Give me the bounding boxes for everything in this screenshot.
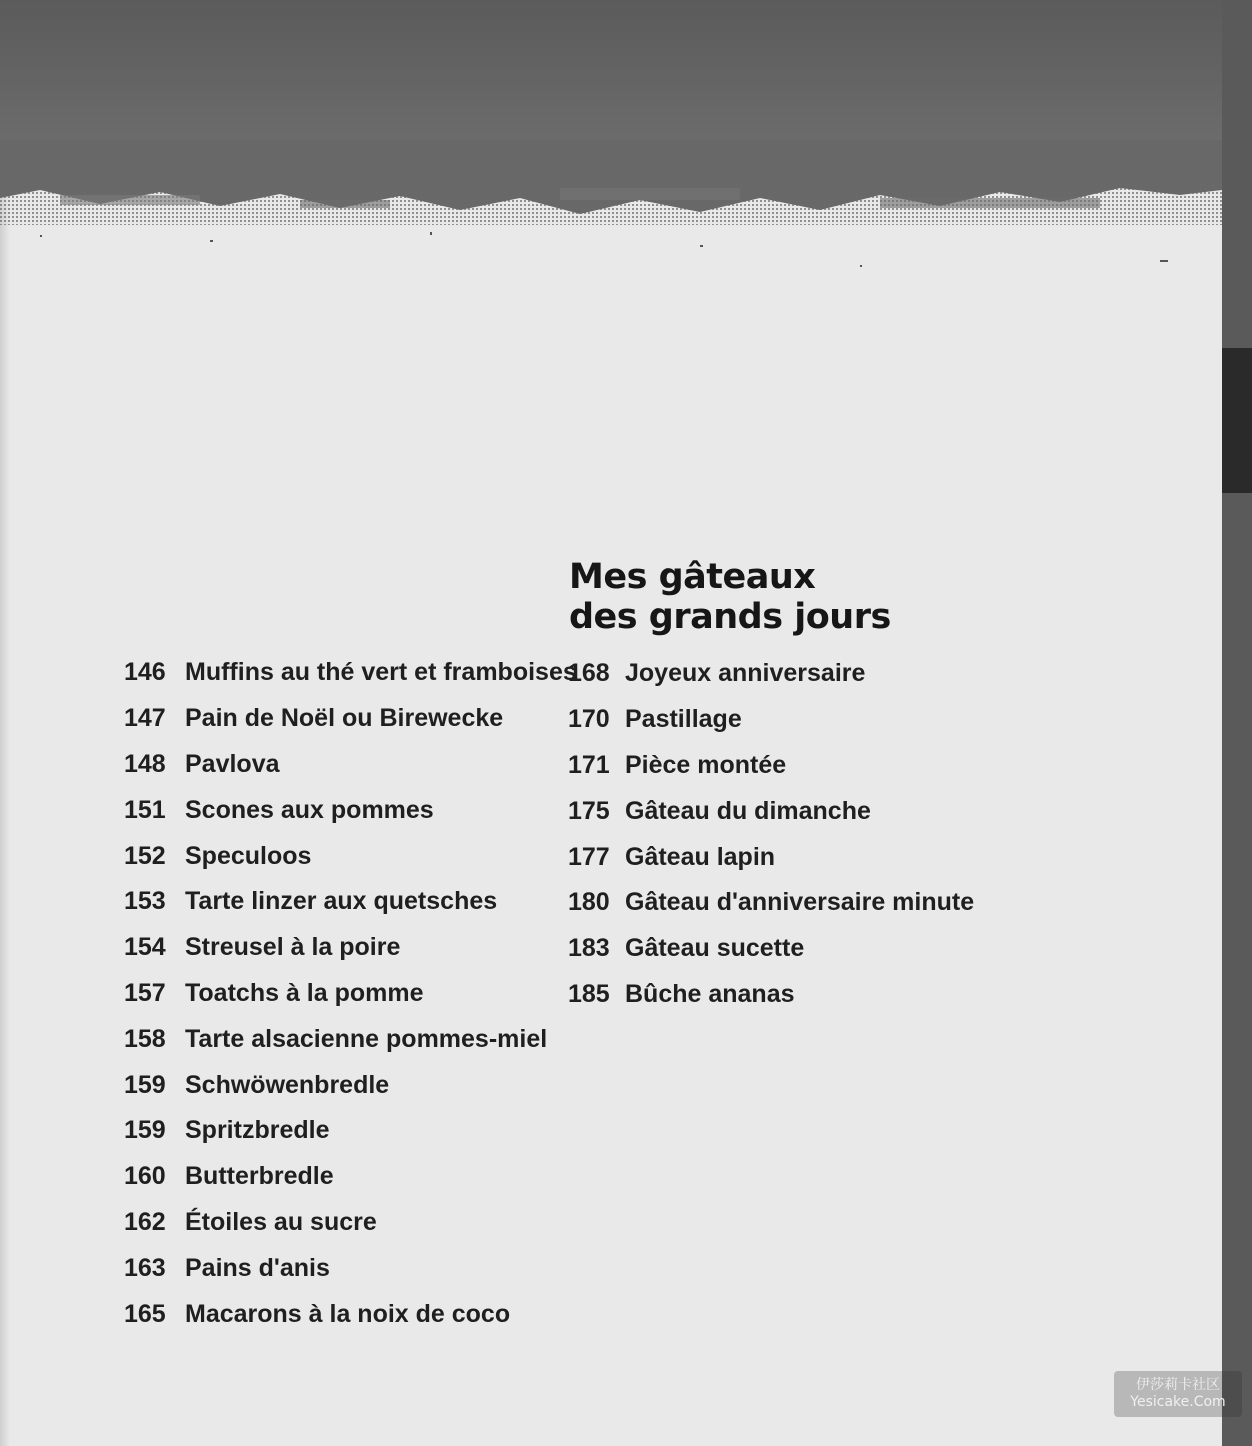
- recipe-title: Macarons à la noix de coco: [185, 1299, 511, 1328]
- recipe-title: Muffins au thé vert et framboises: [185, 658, 577, 687]
- list-item: [124, 742, 577, 788]
- list-item: [568, 880, 974, 926]
- page-number: 168: [568, 659, 610, 688]
- chapter-tab-marker: [1222, 348, 1252, 493]
- list-item: [124, 1291, 577, 1337]
- list-item: [568, 743, 974, 789]
- list-item: [568, 834, 974, 880]
- recipe-title: Toatchs à la pomme: [185, 978, 424, 1007]
- recipe-index-right: [568, 651, 974, 1017]
- page-number: 154: [124, 933, 166, 962]
- recipe-title: Gâteau d'anniversaire minute: [625, 888, 975, 917]
- page-number: 175: [568, 796, 610, 825]
- grunge-edge-decoration: [0, 140, 1222, 280]
- page-number: 170: [568, 705, 610, 734]
- recipe-title: Streusel à la poire: [185, 933, 401, 962]
- section-title: [569, 557, 891, 637]
- recipe-title: Speculoos: [185, 841, 312, 870]
- list-item: [124, 1245, 577, 1291]
- page-number: 165: [124, 1299, 166, 1328]
- page-number: 158: [124, 1024, 166, 1053]
- page-number: 163: [124, 1253, 166, 1282]
- recipe-title: Pavlova: [185, 749, 280, 778]
- page-number: 180: [568, 888, 610, 917]
- page-binding-shade: [0, 150, 10, 1446]
- recipe-title: Tarte linzer aux quetsches: [185, 887, 498, 916]
- scanned-top-band: [0, 0, 1252, 160]
- recipe-title: Joyeux anniversaire: [625, 659, 866, 688]
- list-item: [124, 925, 577, 971]
- list-item: [124, 1200, 577, 1246]
- list-item: [124, 650, 577, 696]
- page-number: 160: [124, 1162, 166, 1191]
- section-title-line1: Mes gâteaux: [569, 557, 816, 597]
- section-title-line2: des grands jours: [569, 597, 891, 637]
- recipe-title: Pastillage: [625, 705, 742, 734]
- list-item: [124, 1016, 577, 1062]
- page-number: 177: [568, 842, 610, 871]
- recipe-title: Schwöwenbredle: [185, 1070, 390, 1099]
- page-number: 159: [124, 1116, 166, 1145]
- recipe-title: Pièce montée: [625, 750, 787, 779]
- recipe-title: Bûche ananas: [625, 979, 795, 1008]
- recipe-title: Étoiles au sucre: [185, 1207, 377, 1236]
- recipe-title: Spritzbredle: [185, 1116, 330, 1145]
- list-item: [568, 788, 974, 834]
- recipe-title: Gâteau lapin: [625, 842, 776, 871]
- list-item: [568, 926, 974, 972]
- list-item: [124, 1154, 577, 1200]
- page-number: 162: [124, 1207, 166, 1236]
- list-item: [124, 787, 577, 833]
- page-number: 185: [568, 979, 610, 1008]
- page-number: 159: [124, 1070, 166, 1099]
- page-number: 152: [124, 841, 166, 870]
- page-number: 157: [124, 978, 166, 1007]
- recipe-title: Pain de Noël ou Birewecke: [185, 704, 504, 733]
- list-item: [124, 971, 577, 1017]
- page-number: 153: [124, 887, 166, 916]
- list-item: [568, 972, 974, 1018]
- page-number: 183: [568, 934, 610, 963]
- site-watermark: [1114, 1371, 1242, 1417]
- page-number: 171: [568, 750, 610, 779]
- recipe-title: Gâteau du dimanche: [625, 796, 871, 825]
- list-item: [124, 1108, 577, 1154]
- list-item: [124, 879, 577, 925]
- recipe-title: Pains d'anis: [185, 1253, 330, 1282]
- list-item: [124, 833, 577, 879]
- page-number: 151: [124, 795, 166, 824]
- watermark-line1: 伊莎莉卡社区: [1136, 1377, 1220, 1393]
- recipe-title: Butterbredle: [185, 1162, 334, 1191]
- list-item: [568, 697, 974, 743]
- list-item: [124, 1062, 577, 1108]
- recipe-title: Scones aux pommes: [185, 795, 434, 824]
- list-item: [124, 696, 577, 742]
- page-number: 148: [124, 749, 166, 778]
- page-number: 146: [124, 658, 166, 687]
- recipe-title: Gâteau sucette: [625, 934, 805, 963]
- watermark-line2: Yesicake.Com: [1130, 1394, 1226, 1410]
- recipe-title: Tarte alsacienne pommes-miel: [185, 1024, 548, 1053]
- recipe-index-left: [124, 650, 577, 1337]
- page-number: 147: [124, 704, 166, 733]
- page-right-edge: [1222, 0, 1252, 1446]
- list-item: [568, 651, 974, 697]
